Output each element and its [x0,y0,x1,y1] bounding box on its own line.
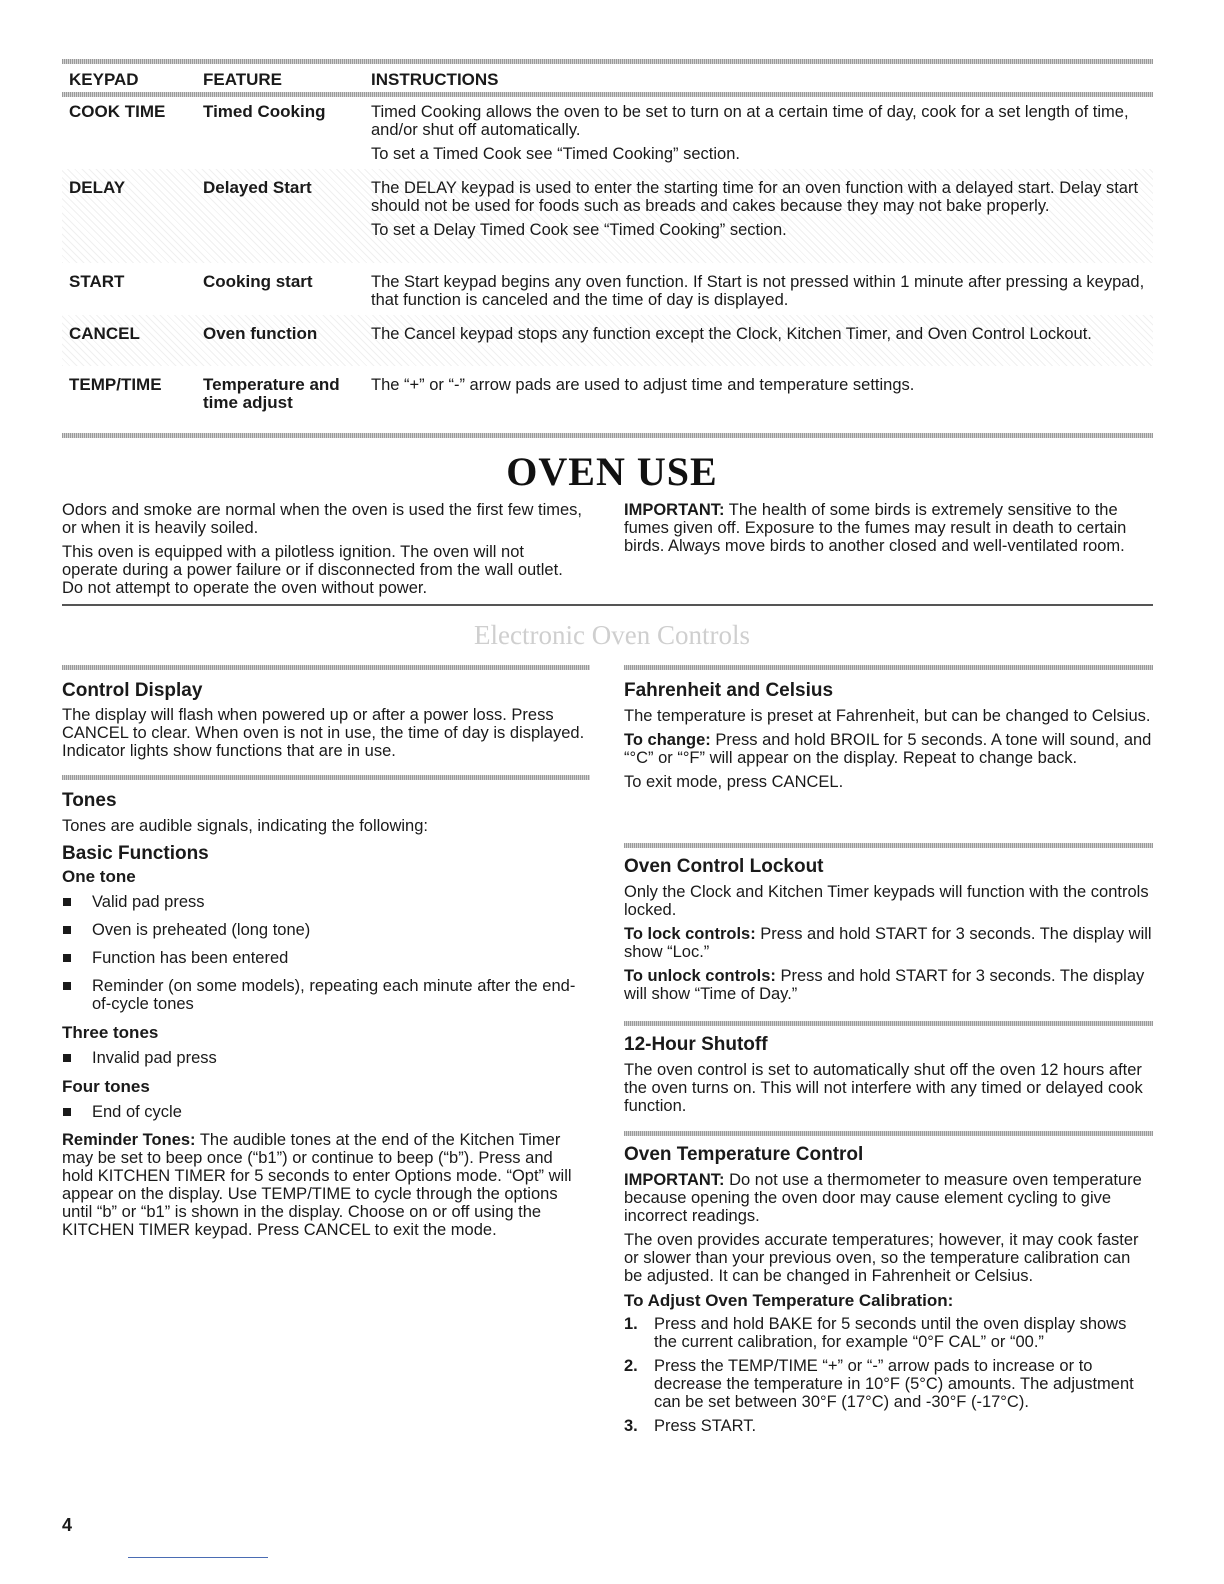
list-item [62,1103,587,1121]
header-instructions: INSTRUCTIONS [371,70,499,89]
oven-use-intro-left [62,501,582,603]
table-row [62,169,1153,263]
instructions [371,325,1149,349]
step-number: 3. [624,1417,638,1435]
table-top-rule [62,59,1153,64]
paragraph: The temperature is preset at Fahrenheit, but can be changed to Celsius. [624,707,1151,725]
step-number: 1. [624,1315,638,1333]
keypad-name: COOK TIME [69,102,166,121]
instructions [371,179,1149,245]
instruction-text: The Cancel keypad stops any function except the Clock, Kitchen Timer, and Oven Control Lockout. [371,325,1092,343]
list-item-text: End of cycle [92,1103,182,1121]
table-row [62,366,1153,426]
instructions [371,273,1149,315]
important-text: Do not use a thermometer to measure oven temperature because opening the oven door may cause element cycling to give incorrect readings. [624,1171,1142,1225]
feature-name: Cooking start [203,272,313,291]
unlock-text: Press and hold START for 3 seconds. The display will show “Time of Day.” [624,967,1145,1003]
instruction-text: The Start keypad begins any oven function. If Start is not pressed within 1 minute after pressing a keypad, that function is canceled and the time of day is displayed. [371,273,1145,309]
reminder-text: The audible tones at the end of the Kitchen Timer may be set to beep once (“b1”) or continue to beep (“b”). Press and hold KITCHEN TIMER for 5 seconds to enter Options mode. “Opt” will appear on the display. Use TEMP/TIME to cycle through the options until “b” or “b1” is shown in the display. Choose on or off using the KITCHEN TIMER keypad. Press CANCEL to exit the mode. [62,1131,572,1239]
section-heading: Oven Control Lockout [624,856,824,877]
bullet-icon [63,1054,71,1062]
paragraph: The display will flash when powered up or after a power loss. Press CANCEL to clear. When oven is not in use, the time of day is displayed. Indicator lights show functions that are in use. [62,706,585,760]
section-heading: Fahrenheit and Celsius [624,680,834,701]
bullet-icon [63,1108,71,1116]
tone-heading: One tone [62,867,136,886]
bullet-icon [63,982,71,990]
table-row [62,263,1153,315]
instruction-text: To set a Timed Cook see “Timed Cooking” section. [371,145,740,163]
step-item [624,1357,1152,1411]
instruction-text: The “+” or “-” arrow pads are used to adjust time and temperature settings. [371,376,915,394]
control-display-section [62,680,587,766]
change-label: To change: [624,731,711,749]
footer-line [128,1557,268,1558]
table-row [62,93,1153,169]
feature-name: Timed Cooking [203,102,326,121]
lock-label: To lock controls: [624,925,756,943]
table-header [62,67,1153,91]
header-feature: FEATURE [203,70,283,89]
divider-rule [624,1131,1153,1136]
list-item-text: Valid pad press [92,893,205,911]
step-item [624,1315,1152,1351]
keypad-name: CANCEL [69,324,140,343]
oven-use-important [624,501,1152,561]
important-text: The health of some birds is extremely sensitive to the fumes given off. Exposure to the fumes may result in death to certain birds. Always move birds to another closed and well-ventilated room. [624,501,1127,555]
list-item-text: Reminder (on some models), repeating each minute after the end-of-cycle tones [92,977,576,1013]
list-item [62,921,587,939]
section-divider [62,604,1153,606]
step-text: Press the TEMP/TIME “+” or “-” arrow pads to increase or to decrease the temperature in 10°F (5°C) amounts. The adjustment can be set between 30°F (17°C) and -30°F (-17°C). [654,1357,1134,1411]
lock-text: Press and hold START for 3 seconds. The display will show “Loc.” [624,925,1152,961]
subsection-heading: Basic Functions [62,843,209,864]
divider-rule [624,843,1153,848]
shutoff-section [624,1034,1152,1121]
reminder-label: Reminder Tones: [62,1131,196,1149]
list-item [62,893,587,911]
table-row [62,315,1153,366]
tone-heading: Three tones [62,1023,159,1042]
paragraph: Only the Clock and Kitchen Timer keypads will function with the controls locked. [624,883,1149,919]
feature-name: Temperature and time adjust [203,375,340,412]
feature-name: Delayed Start [203,178,312,197]
paragraph: Odors and smoke are normal when the oven is used the first few times, or when it is heavily soiled. [62,501,582,537]
divider-rule [624,1021,1153,1026]
list-item-text: Invalid pad press [92,1049,217,1067]
tone-heading: Four tones [62,1077,150,1096]
step-item [624,1417,1152,1435]
fahrenheit-section [624,680,1152,797]
page-number: 4 [62,1515,73,1535]
change-text: Press and hold BROIL for 5 seconds. A tone will sound, and “°C” or “°F” will appear on the display. Repeat to change back. [624,731,1152,767]
divider-rule [62,665,590,670]
divider-rule [62,775,590,780]
important-label: IMPORTANT: [624,1171,725,1189]
bullet-icon [63,954,71,962]
paragraph: Tones are audible signals, indicating the following: [62,817,428,835]
section-title: Electronic Oven Controls [474,620,750,650]
paragraph: To exit mode, press CANCEL. [624,773,844,791]
unlock-label: To unlock controls: [624,967,776,985]
bullet-icon [63,898,71,906]
subsection-heading: To Adjust Oven Temperature Calibration: [624,1291,954,1310]
section-heading: Oven Temperature Control [624,1144,864,1165]
list-item [62,1049,587,1067]
lockout-section [624,856,1152,1009]
instruction-text: Timed Cooking allows the oven to be set to turn on at a certain time of day, cook for a set length of time, and/or shut off automatically. [371,103,1129,139]
instruction-text: The DELAY keypad is used to enter the starting time for an oven function with a delayed start. Delay start should not be used for foods such as breads and cakes because they may not bake properly. [371,179,1139,215]
instruction-text: To set a Delay Timed Cook see “Timed Cooking” section. [371,221,787,239]
keypad-name: TEMP/TIME [69,375,162,394]
section-heading: Control Display [62,680,203,701]
tones-section [62,790,587,1245]
instructions [371,376,1149,400]
page-title: OVEN USE [506,449,718,494]
section-heading: Tones [62,790,117,811]
section-heading: 12-Hour Shutoff [624,1034,768,1055]
table-bottom-rule [62,433,1153,438]
list-item [62,977,587,1013]
keypad-name: START [69,272,125,291]
list-item-text: Oven is preheated (long tone) [92,921,311,939]
step-number: 2. [624,1357,638,1375]
header-keypad: KEYPAD [69,70,139,89]
bullet-icon [63,926,71,934]
list-item-text: Function has been entered [92,949,289,967]
divider-rule [624,665,1153,670]
step-text: Press START. [654,1417,757,1435]
instructions [371,103,1149,169]
paragraph: This oven is equipped with a pilotless ignition. The oven will not operate during a power failure or if disconnected from the wall outlet. Do not attempt to operate the oven without power. [62,543,563,597]
paragraph: The oven control is set to automatically shut off the oven 12 hours after the oven turns on. This will not interfere with any timed or delayed cook function. [624,1061,1143,1115]
feature-name: Oven function [203,324,318,343]
keypad-name: DELAY [69,178,126,197]
list-item [62,949,587,967]
important-label: IMPORTANT: [624,501,725,519]
paragraph: The oven provides accurate temperatures; however, it may cook faster or slower than your previous oven, so the temperature calibration can be adjusted. It can be changed in Fahrenheit or Celsius. [624,1231,1139,1285]
temp-control-section [624,1144,1152,1441]
step-text: Press and hold BAKE for 5 seconds until the oven display shows the current calibration, for example “0°F CAL” or “00.” [654,1315,1127,1351]
